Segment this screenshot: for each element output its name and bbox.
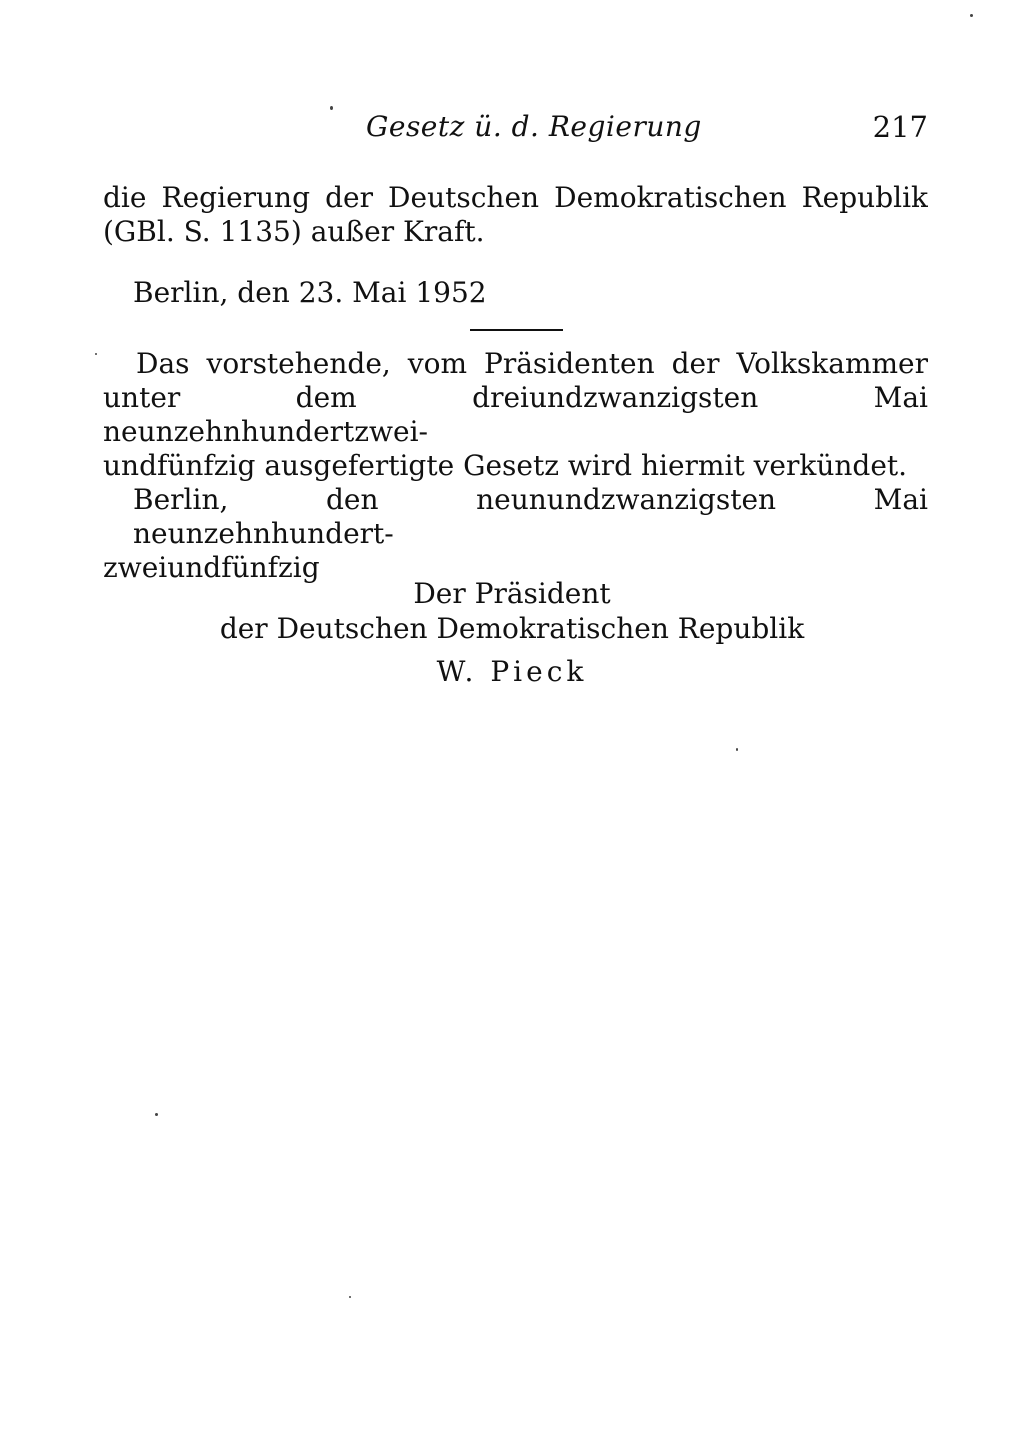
scan-speck [736, 748, 738, 751]
running-title: Gesetz ü. d. Regierung [366, 110, 702, 143]
signature-name: W. Pieck [436, 655, 588, 688]
scan-speck [970, 14, 973, 17]
paragraph-3-line-2: zweiundfünfzig [103, 551, 320, 584]
page-number: 217 [872, 110, 928, 144]
scan-speck [330, 106, 333, 110]
scan-speck [349, 1296, 351, 1298]
paragraph-1-line-1: die Regierung der Deutschen Demokratischen Republik [103, 181, 928, 214]
signature-title: Der Präsident [413, 577, 611, 610]
paragraph-3 [103, 483, 928, 585]
paragraph-1 [103, 181, 928, 249]
separator-rule [470, 329, 563, 331]
paragraph-3-line-1: Berlin, den neunundzwanzigsten Mai neunzehnhundert- [133, 483, 928, 550]
paragraph-2-line-3: undfünfzig ausgefertigte Gesetz wird hiermit verkündet. [103, 449, 908, 482]
paragraph-2-line-2: unter dem dreiundzwanzigsten Mai neunzehnhundertzwei- [103, 381, 928, 448]
scan-speck [95, 353, 97, 355]
signature-office: der Deutschen Demokratischen Republik [219, 612, 805, 645]
paragraph-1-line-2: (GBl. S. 1135) außer Kraft. [103, 215, 485, 248]
paragraph-2 [103, 347, 928, 483]
scan-speck [155, 1113, 158, 1116]
date-line-1: Berlin, den 23. Mai 1952 [133, 276, 487, 309]
paragraph-2-line-1: Das vorstehende, vom Präsidenten der Volkskammer [136, 347, 928, 380]
